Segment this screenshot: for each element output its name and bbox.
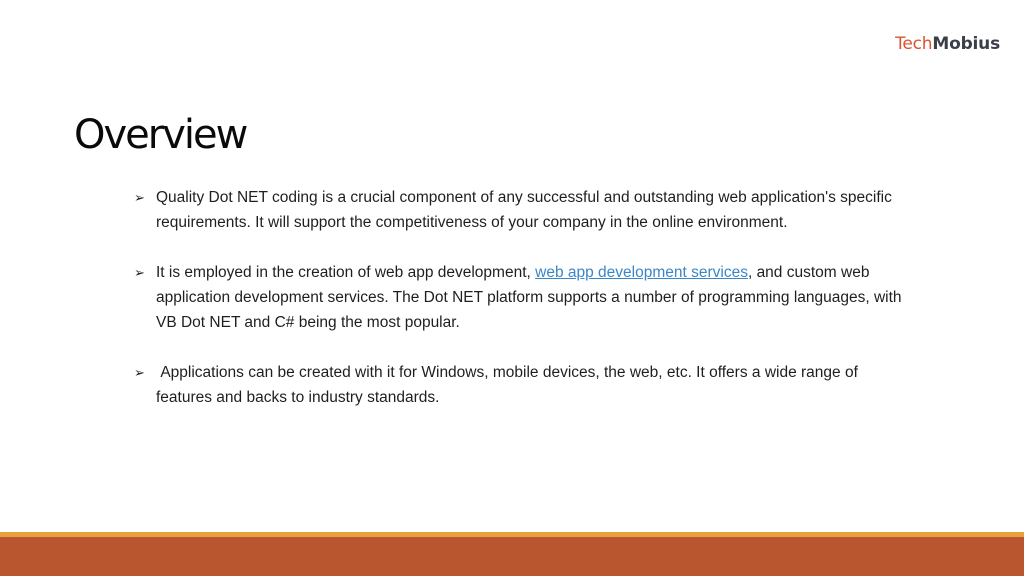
arrow-bullet-icon: ➢ xyxy=(134,190,145,205)
arrow-bullet-icon: ➢ xyxy=(134,265,145,280)
footer-bar xyxy=(0,537,1024,576)
logo-mobius-text: Mobius xyxy=(932,34,1000,54)
techmobius-logo xyxy=(895,34,1000,54)
bullet-item-3 xyxy=(134,360,904,410)
bullet-item-2 xyxy=(134,260,904,335)
logo-tech-text: Tech xyxy=(895,34,933,54)
bullet-text-2-before: It is employed in the creation of web app development, xyxy=(156,264,536,281)
bullet-list xyxy=(134,185,904,435)
bullet-item-1 xyxy=(134,185,904,235)
web-app-development-services-link[interactable]: web app development services xyxy=(535,264,748,281)
bullet-text-1: Quality Dot NET coding is a crucial component of any successful and outstanding web application's specific requirements. It will support the competitiveness of your company in the online environment. xyxy=(156,189,892,231)
arrow-bullet-icon: ➢ xyxy=(134,365,145,380)
page-title: Overview xyxy=(74,112,247,158)
bullet-text-3: Applications can be created with it for Windows, mobile devices, the web, etc. It offers a wide range of features and backs to industry standards. xyxy=(156,364,863,406)
bullet-text-2-after: , and custom web application development services. The Dot NET platform supports a number of programming languages, with VB Dot NET and C# being the most popular. xyxy=(156,264,902,331)
